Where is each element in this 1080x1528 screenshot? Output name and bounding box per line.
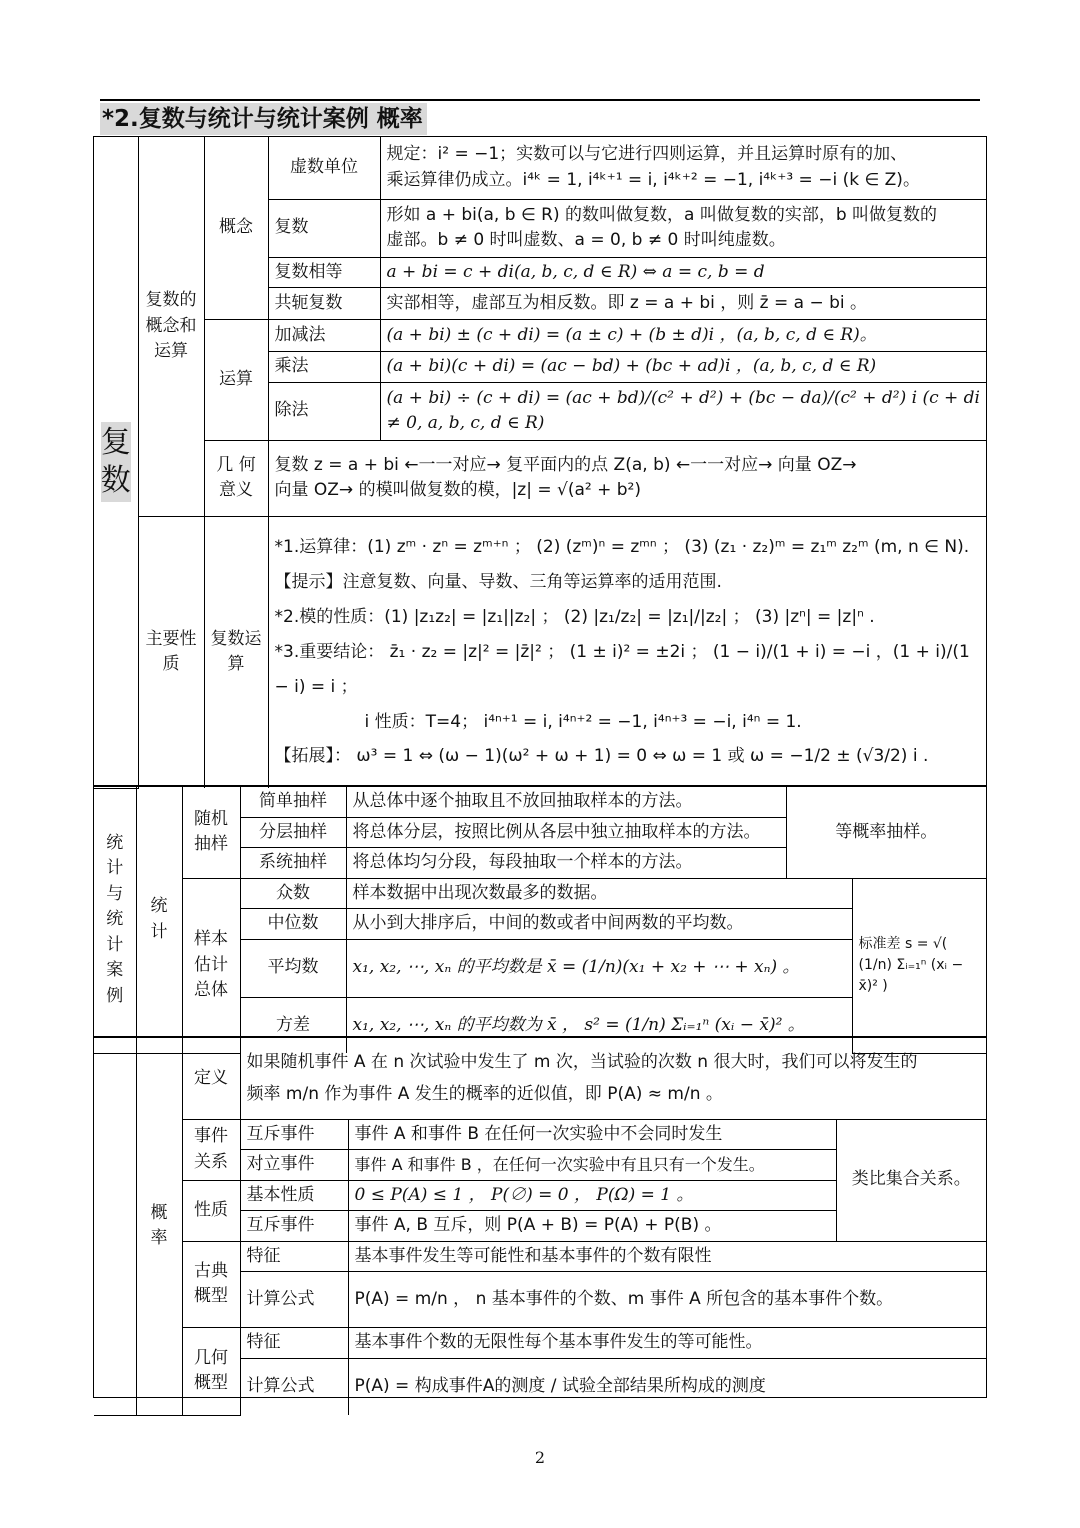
geo-text: 复数 z = a + bi ←一一对应→ 复平面内的点 Z(a, b) ←一一对应→ 向量 OZ→ 向量 OZ→ 的模叫做复数的模，|z| = √(a² + b²) — [268, 440, 986, 516]
classic-calc-text: P(A) = m/n ， n 基本事件的个数、m 事件 A 所包含的基本事件个数。 — [348, 1272, 986, 1328]
complex-label: 复数 — [94, 137, 138, 788]
prob-blank-cell — [94, 1038, 136, 1415]
mode-text: 样本数据中出现次数最多的数据。 — [346, 878, 852, 909]
classic-feature-name: 特征 — [240, 1241, 348, 1272]
stats-section — [93, 786, 987, 1037]
conjugate-text: 实部相等，虚部互为相反数。即 z = a + bi ，则 z̄ = a − bi 。 — [380, 288, 986, 320]
add-name: 加减法 — [268, 320, 380, 352]
page-title: *2.复数与统计与统计案例 概率 — [100, 103, 427, 135]
exclusive-name: 互斥事件 — [240, 1119, 348, 1150]
imag-unit-name: 虚数单位 — [268, 137, 380, 199]
complex-equal-text: a + bi = c + di(a, b, c, d ∈ R) ⇔ a = c, b = d — [380, 257, 986, 288]
properties-text: *1.运算律：(1) zᵐ · zⁿ = zᵐ⁺ⁿ ； (2) (zᵐ)ⁿ = zᵐⁿ ； (3) (z₁ · z₂)ᵐ = z₁ᵐ z₂ᵐ (m, n ∈ N). 【提示】注意复数、向量、导数、三角等运算率的适用范围. *2.模的性质：(1) |z₁z₂| = |z₁||z₂| ； (2) |z₁/z₂| = |z₁|/|z₂| ； (3) |zⁿ| = |z|ⁿ . *3.重要结论： z̄₁ · z₂ = |z|² = |z̄|² ； (1 ± i)² = ±2i ； (1 − i)/(1 + i) = −i ，(1 + i)/(1 − i) = i ； i 性质：T=4； i⁴ⁿ⁺¹ = i, i⁴ⁿ⁺² = −1, i⁴ⁿ⁺³ = −i, i⁴ⁿ = 1. 【拓展】： ω³ = 1 ⇔ (ω − 1)(ω² + ω + 1) = 0 ⇔ ω = 1 或 ω = −1/2 ± (√3/2) i . — [268, 516, 986, 788]
complex-number-name: 复数 — [268, 199, 380, 257]
header-rule — [100, 99, 980, 101]
random-sampling-label: 随机抽样 — [182, 787, 240, 878]
geo-label: 几 何 意义 — [204, 440, 268, 516]
prob-section — [93, 1037, 987, 1398]
complex-number-text: 形如 a + bi(a, b ∈ R) 的数叫做复数，a 叫做复数的实部，b 叫做复数的 虚部。b ≠ 0 时叫虚数、a = 0, b ≠ 0 时叫纯虚数。 — [380, 199, 986, 257]
stats-label: 统计与统计案例 — [94, 787, 136, 1053]
mul-text: (a + bi)(c + di) = (ac − bd) + (bc + ad)i ，(a, b, c, d ∈ R) — [380, 352, 986, 383]
geometric-feature-name: 特征 — [240, 1328, 348, 1359]
mul-name: 乘法 — [268, 352, 380, 383]
opposite-name: 对立事件 — [240, 1150, 348, 1181]
exclusive2-name: 互斥事件 — [240, 1211, 348, 1242]
mean-text: x₁, x₂, ⋯, xₙ 的平均数是 x̄ = (1/n)(x₁ + x₂ + ⋯ + xₙ) 。 — [346, 939, 852, 997]
complex-equal-name: 复数相等 — [268, 257, 380, 288]
definition-text: 如果随机事件 A 在 n 次试验中发生了 m 次，当试验的次数 n 很大时，我们可以将发生的 频率 m/n 作为事件 A 发生的概率的近似值，即 P(A) ≈ m/n 。 — [240, 1038, 986, 1119]
exclusive-text: 事件 A 和事件 B 在任何一次实验中不会同时发生 — [348, 1119, 836, 1150]
systematic-sampling-text: 将总体均匀分段，每段抽取一个样本的方法。 — [346, 848, 786, 879]
variance-name: 方差 — [240, 997, 346, 1053]
stats-sub-label: 统计 — [136, 787, 182, 1053]
prob-table — [94, 1038, 986, 1416]
property-label: 性质 — [182, 1180, 240, 1241]
concept-label: 概念 — [204, 137, 268, 320]
systematic-sampling-name: 系统抽样 — [240, 848, 346, 879]
complex-group1-label: 复数的概念和运算 — [138, 137, 204, 516]
stratified-sampling-name: 分层抽样 — [240, 817, 346, 848]
mean-name: 平均数 — [240, 939, 346, 997]
opposite-text: 事件 A 和事件 B ，在任何一次实验中有且只有一个发生。 — [348, 1150, 836, 1181]
page-number: 2 — [534, 1448, 546, 1467]
imag-unit-text: 规定：i² = −1；实数可以与它进行四则运算，并且运算时原有的加、 乘运算律仍成立。i⁴ᵏ = 1, i⁴ᵏ⁺¹ = i, i⁴ᵏ⁺² = −1, i⁴ᵏ⁺³ = −i (k ∈ Z)。 — [380, 137, 986, 199]
exclusive2-text: 事件 A, B 互斥，则 P(A + B) = P(A) + P(B) 。 — [348, 1211, 836, 1242]
classic-calc-name: 计算公式 — [240, 1272, 348, 1328]
basic-property-text: 0 ≤ P(A) ≤ 1 ， P(∅) = 0 ， P(Ω) = 1 。 — [348, 1180, 836, 1211]
div-name: 除法 — [268, 382, 380, 440]
simple-sampling-name: 简单抽样 — [240, 787, 346, 817]
median-name: 中位数 — [240, 909, 346, 940]
geometric-calc-name: 计算公式 — [240, 1358, 348, 1415]
simple-sampling-text: 从总体中逐个抽取且不放回抽取样本的方法。 — [346, 787, 786, 817]
geometric-feature-text: 基本事件个数的无限性每个基本事件发生的等可能性。 — [348, 1328, 986, 1359]
basic-property-name: 基本性质 — [240, 1180, 348, 1211]
stratified-sampling-text: 将总体分层，按照比例从各层中独立抽取样本的方法。 — [346, 817, 786, 848]
stats-table — [94, 787, 986, 1054]
estimate-label: 样本估计总体 — [182, 878, 240, 1053]
ops-label: 运算 — [204, 320, 268, 441]
classic-feature-text: 基本事件发生等可能性和基本事件的个数有限性 — [348, 1241, 986, 1272]
relation-label: 事件关系 — [182, 1119, 240, 1180]
definition-label: 定义 — [182, 1038, 240, 1119]
analog-note: 类比集合关系。 — [836, 1119, 986, 1241]
classic-label: 古典概型 — [182, 1241, 240, 1328]
complex-section — [93, 136, 987, 786]
geometric-label: 几何概型 — [182, 1328, 240, 1416]
div-text: (a + bi) ÷ (c + di) = (ac + bd)/(c² + d²) + (bc − da)/(c² + d²) i (c + di ≠ 0, a, b, c, d ∈ R) — [380, 382, 986, 440]
complex-table — [94, 137, 986, 789]
geometric-calc-text: P(A) = 构成事件A的测度 / 试验全部结果所构成的测度 — [348, 1358, 986, 1415]
mode-name: 众数 — [240, 878, 346, 909]
conjugate-name: 共轭复数 — [268, 288, 380, 320]
variance-text: x₁, x₂, ⋯, xₙ 的平均数为 x̄ ， s² = (1/n) Σᵢ₌₁ⁿ (xᵢ − x̄)² 。 — [346, 997, 852, 1053]
std-dev-text: 标准差 s = √( (1/n) Σᵢ₌₁ⁿ (xᵢ − x̄)² ) — [852, 878, 986, 1053]
complex-group2-label: 主要性质 — [138, 516, 204, 788]
prob-label: 概率 — [136, 1038, 182, 1415]
median-text: 从小到大排序后，中间的数或者中间两数的平均数。 — [346, 909, 852, 940]
ops2-label: 复数运算 — [204, 516, 268, 788]
add-text: (a + bi) ± (c + di) = (a ± c) + (b ± d)i ，(a, b, c, d ∈ R)。 — [380, 320, 986, 352]
equal-prob-note: 等概率抽样。 — [786, 787, 986, 878]
